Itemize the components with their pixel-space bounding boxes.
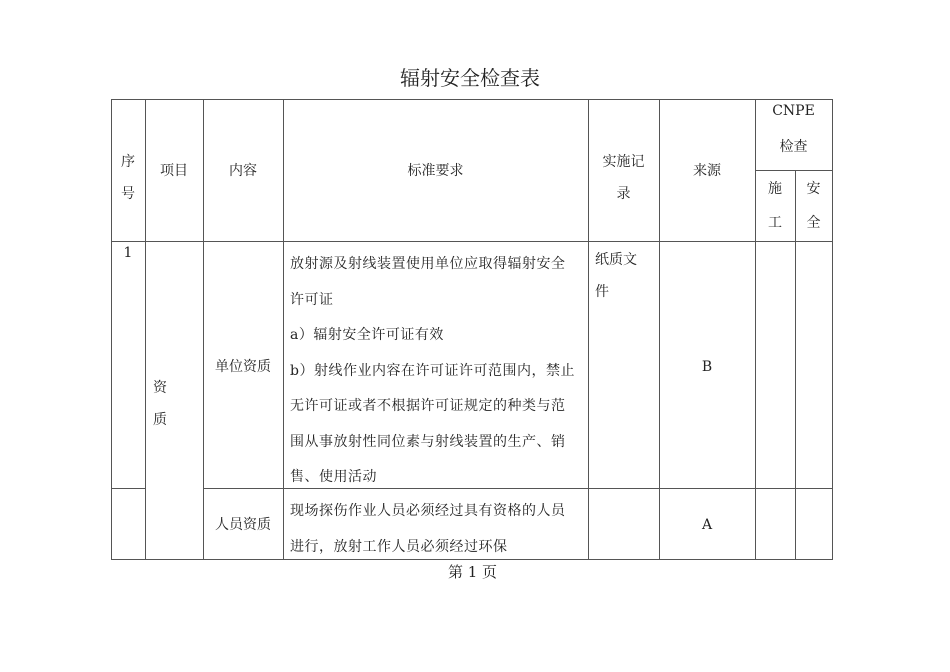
document-title: 辐射安全检查表 bbox=[400, 66, 540, 90]
row1-standard: 放射源及射线装置使用单位应取得辐射安全 许可证 a）辐射安全许可证有效 b）射线作业内容在许可证许可范围内，禁止 无许可证或者不根据许可证规定的种类与范 围从事放射性同位素与射线装置的生产、销 售、使用活动 bbox=[290, 256, 575, 485]
row2-source: A bbox=[701, 517, 713, 533]
header-check: 检查 bbox=[779, 139, 808, 155]
header-safety: 安 全 bbox=[806, 181, 821, 231]
header-construction: 施 工 bbox=[768, 181, 782, 231]
row1-source: B bbox=[701, 359, 713, 375]
row2-standard: 现场探伤作业人员必须经过具有资格的人员 进行，放射工作人员必须经过环保 bbox=[290, 503, 566, 555]
header-standard: 标准要求 bbox=[407, 163, 464, 179]
header-seq: 序 号 bbox=[121, 154, 135, 202]
header-content: 内容 bbox=[229, 163, 257, 179]
header-source: 来源 bbox=[693, 163, 721, 179]
page-number: 第 1 页 bbox=[447, 563, 498, 581]
row2-content: 人员资质 bbox=[215, 517, 271, 533]
row1-content: 单位资质 bbox=[215, 359, 271, 375]
row1-seq: 1 bbox=[123, 245, 133, 261]
row1-record: 纸质文 件 bbox=[595, 252, 637, 300]
row1-item: 资 质 bbox=[153, 380, 167, 428]
header-item: 项目 bbox=[160, 163, 188, 179]
header-record: 实施记 录 bbox=[602, 154, 645, 202]
header-cnpe: CNPE bbox=[772, 103, 815, 119]
